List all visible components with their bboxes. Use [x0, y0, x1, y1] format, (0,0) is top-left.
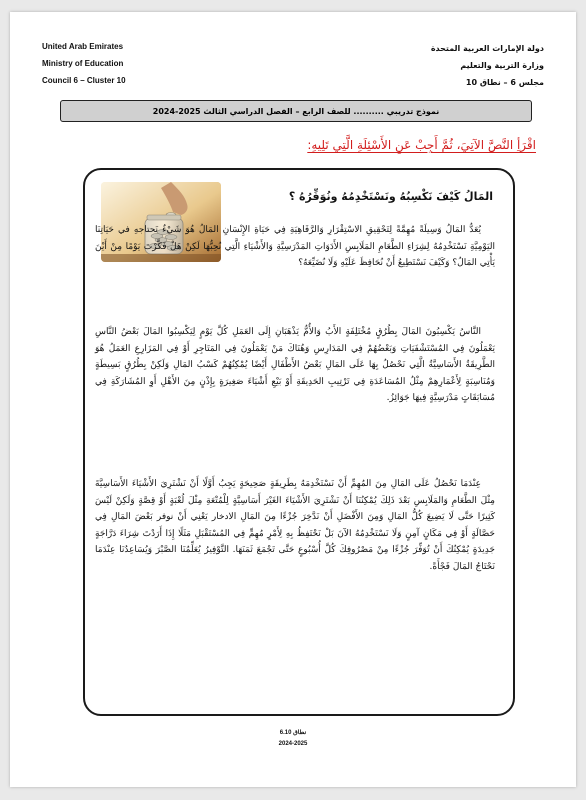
header-english	[42, 38, 202, 89]
header-en-ministry: Ministry of Education	[42, 59, 124, 68]
page-footer	[10, 728, 576, 750]
header-ar-council: مجلس 6 – نطاق 10	[465, 78, 544, 87]
article-title: المَالُ كَيْفَ نَكْسِبُهُ ونَسْتَخْدِمُهُ ونُوَفِّرُهُ ؟	[288, 190, 493, 203]
article-paragraph-2	[95, 324, 495, 407]
header-ar-ministry: وزارة التربية والتعليم	[460, 61, 544, 70]
article-paragraph-3-text: عِنْدَمَا نَحْصُلُ عَلَى المَالِ مِنَ المُهِمِّ أَنْ نَسْتَخْدِمَهُ بِطَرِيقَةٍ صَحِيحَةٍ يَجِبُ أَوَّلًا أَنْ نَشْتَرِيَ الأَشْيَاءَ الأَسَاسِيَّةَ مِثْلَ الطَّعَامِ وَالمَلَابِسِ بَعْدَ ذَلِكَ يُمْكِنُنَا أَنْ نَشْتَرِيَ الأَشْيَاءَ الغَيْرَ أَسَاسِيَّةٍ لِلْمُتْعَةِ مِثْلَ لُعْبَةٍ أَوْ قِصَّةٍ وَلَكِنْ لَيْسَ كَثِيرًا حَتَّى لَا يَضِيعَ كُلُّ المَالِ وَمِنَ الأَفْضَلِ أَنْ نَدَّخِرَ جُزْءًا مِنَ المَالِ الادخار يَعْنِي أَنْ نوفر بَعْضَ المَالِ فِي حَصَّالَةٍ أَوْ فِي مَكَانٍ آمِنٍ وَلَا نَسْتَخْدِمُهُ الآنَ بَلْ نَحْتَفِظُ بِهِ لِأَمْرٍ مُهِمٍّ فِي المُسْتَقْبَلِ مَثَلًا إِذَا أَرَدْتَ شِرَاءَ دَرَّاجَةٍ جَدِيدَةٍ يُمْكِنُكَ أَنْ تُوَفِّرَ جُزْءًا مِنْ مَصْرُوفِكَ كُلَّ أُسْبُوعٍ حَتَّى تَجْمَعَ ثَمَنَهَا. التَّوْفِيرُ يُعَلِّمُنَا الصَّبْرَ وَيُسَاعِدُنَا عِنْدَمَا نَحْتَاجُ المَالَ فَجْأَةً.	[95, 479, 495, 572]
worksheet-page	[10, 12, 576, 787]
header-ar-country: دولة الإمارات العربية المتحدة	[430, 44, 544, 53]
article-paragraph-1	[95, 222, 495, 272]
exam-banner	[60, 100, 532, 122]
article-paragraph-1-text: يُعَدُّ المَالُ وَسِيلَةً مُهِمَّةً لِتَحْقِيقِ الاسْتِقْرَارِ وَالرَّفَاهِيَةِ فِي حَيَاةِ الإِنْسَانِ المَالُ هُوَ شَيْءٌ نَحتاجهِ في حَيَاتِنَا اليَوْمِيَّةِ نَسْتَخْدِمُهُ لِشِرَاءِ الطَّعَامِ المَلَابِسِ الأَدَوَاتِ المَدْرَسِيَّةِ وَالأَشْيَاءِ الَّتِي نُحِبُّهَا لَكِنْ هَلْ فَكَّرْتَ يَوْمًا مِنْ أَيْنَ يَأْتِي المَالُ؟ وَكَيْفَ نَسْتَطِيعُ أَنْ نُحَافِظَ عَلَيْهِ وَلَا نُضَيِّعَهُ؟	[95, 225, 495, 269]
header-en-country: United Arab Emirates	[42, 42, 124, 51]
reading-instruction: اقْرَأِ النَّصَّ الآتِيَ، ثُمَّ أَجِبْ عَنِ الأَسْئِلَةِ الَّتِي تَلِيهِ:	[307, 138, 536, 152]
header-en-council: Council 6 – Cluster 10	[42, 76, 126, 85]
header-arabic	[344, 40, 544, 91]
article-paragraph-3	[95, 476, 495, 576]
footer-year: 2024-2025	[278, 741, 308, 747]
article-paragraph-2-text: النَّاسُ يَكْسِبُونَ المَالَ بِطُرُقٍ مُخْتَلِفَةٍ الأَبُ وَالأُمُّ يَذْهَبَانِ إِلَى العَمَلِ كُلَّ يَوْمٍ لِيَكْسِبُوا المَالَ بَعْضُ النَّاسِ يَعْمَلُونَ فِي المُسْتَشْفَيَاتِ وَبَعْضُهُمْ فِي المَدَارِسِ وَهُنَاكَ مَنْ يَعْمَلُونَ فِي المَتَاجِرِ أَوْ فِي المَزَارِعِ العَمَلُ هُوَ الطَّرِيقَةُ الأَسَاسِيَّةُ الَّتِي نَحْصُلُ بِهَا عَلَى المَالِ بَعْضُ الأَطْفَالِ أَيْضًا يُمْكِنُهُمْ كَسْبُ المَالِ وَلَكِنْ بِطُرُقٍ بَسِيطَةٍ وَمُنَاسِبَةٍ لِأَعْمَارِهِمْ مِثْلُ المُسَاعَدَةِ فِي تَرْتِيبِ الحَدِيقَةِ أَوْ بَيْعِ أَشْيَاءَ صَغِيرَةٍ بِإِذْنٍ مِنَ الأَهْلِ أَوِ المُشَارَكَةِ فِي مُسَابَقَاتٍ مَدْرَسِيَّةٍ فِيهَا جَوَائِزُ.	[95, 327, 495, 404]
reading-passage-frame	[83, 168, 515, 716]
footer-cluster: نطاق 6.10	[279, 730, 307, 736]
exam-banner-text: نموذج تدريبي .......... للصف الرابع – الفصل الدراسي الثالث 2025-2024	[152, 106, 440, 116]
